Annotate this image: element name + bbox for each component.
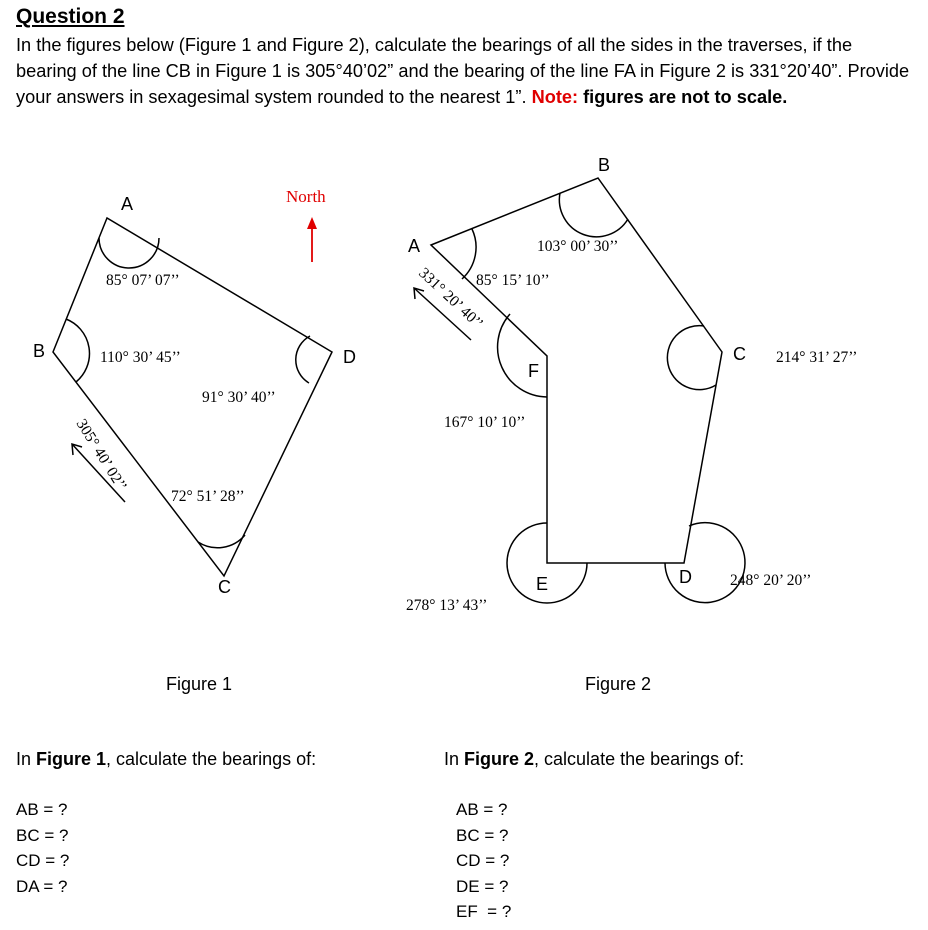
fig2-point-d: D (679, 567, 692, 587)
question-body: In the figures below (Figure 1 and Figure 2), calculate the bearings of all the sides in the traverses, if the bearing of the line CB in Figure 1 is 305°40’02” and the bearing of the line FA in Figure 2 is 331°20’40”. Provide your answers in sexagesimal system rounded to the nearest 1”. (16, 35, 910, 107)
fig1-angle-d: 91° 30’ 40’’ (202, 389, 276, 406)
figure-1-prompt (16, 749, 316, 770)
fig2-angle-arc-a (462, 229, 476, 279)
figure-1-diagram (53, 218, 332, 576)
fig2-angle-arc-b (559, 193, 628, 237)
north-label: North (286, 187, 326, 206)
fig2-answer-item: CD = ? (456, 851, 510, 870)
figure-2-prompt (444, 749, 744, 770)
fig2-point-a: A (408, 236, 421, 256)
prompt2-pre: In (444, 749, 465, 769)
note-label: Note: (531, 87, 579, 107)
fig1-point-a: A (121, 194, 134, 214)
fig1-angle-a: 85° 07’ 07’’ (106, 272, 180, 289)
fig2-answer-item: BC = ? (456, 825, 509, 845)
fig1-given-bearing: 305° 40’ 02’’ (72, 416, 131, 495)
fig1-answer-item: BC = ? (16, 825, 69, 845)
fig2-point-f: F (528, 361, 539, 381)
figure-1-answer-list (16, 797, 69, 899)
figure-2-answer-list (456, 797, 511, 925)
fig1-answer-item: CD = ? (16, 851, 70, 870)
fig2-angle-arc-c (667, 326, 716, 390)
prompt2-bold: Figure 2 (464, 749, 535, 769)
question-title: Question 2 (16, 5, 125, 28)
fig2-given-bearing: 331° 20’ 40’’ (415, 264, 487, 333)
fig2-answer-item: EF = ? (456, 902, 512, 921)
fig1-angle-arc-a (99, 238, 159, 268)
fig1-point-b: B (33, 341, 46, 361)
prompt1-post: , calculate the bearings of: (106, 749, 317, 769)
fig1-angle-b: 110° 30’ 45’’ (100, 349, 181, 366)
fig1-answer-item: AB = ? (16, 800, 68, 819)
fig2-angle-a: 85° 15’ 10’’ (476, 272, 550, 289)
north-arrow-icon (307, 217, 317, 262)
fig1-angle-c: 72° 51’ 28’’ (171, 488, 245, 505)
fig1-point-c: C (218, 577, 231, 597)
fig2-angle-arc-f (498, 314, 547, 397)
fig1-answer-item: DA = ? (16, 876, 68, 896)
prompt1-pre: In (16, 749, 37, 769)
fig2-angle-b: 103° 00’ 30’’ (537, 238, 619, 255)
fig2-point-c: C (733, 344, 746, 364)
fig1-point-d: D (343, 347, 356, 367)
fig2-angle-d: 248° 20’ 20’’ (730, 572, 812, 589)
fig2-angle-c: 214° 31’ 27’’ (776, 349, 858, 366)
fig2-point-e: E (536, 574, 549, 594)
fig2-answer-item: DE = ? (456, 876, 509, 896)
fig2-answer-item: AB = ? (456, 800, 508, 819)
figure-2-caption: Figure 2 (585, 674, 652, 694)
note-text: figures are not to scale. (583, 87, 788, 107)
prompt1-bold: Figure 1 (36, 749, 107, 769)
figure-1-traverse (53, 218, 332, 576)
prompt2-post: , calculate the bearings of: (534, 749, 745, 769)
fig1-angle-arc-d (296, 336, 310, 383)
figure-1-caption: Figure 1 (166, 674, 233, 694)
fig2-angle-f: 167° 10’ 10’’ (444, 414, 526, 431)
fig2-angle-e: 278° 13’ 43’’ (406, 597, 488, 614)
fig2-point-b: B (598, 155, 611, 175)
